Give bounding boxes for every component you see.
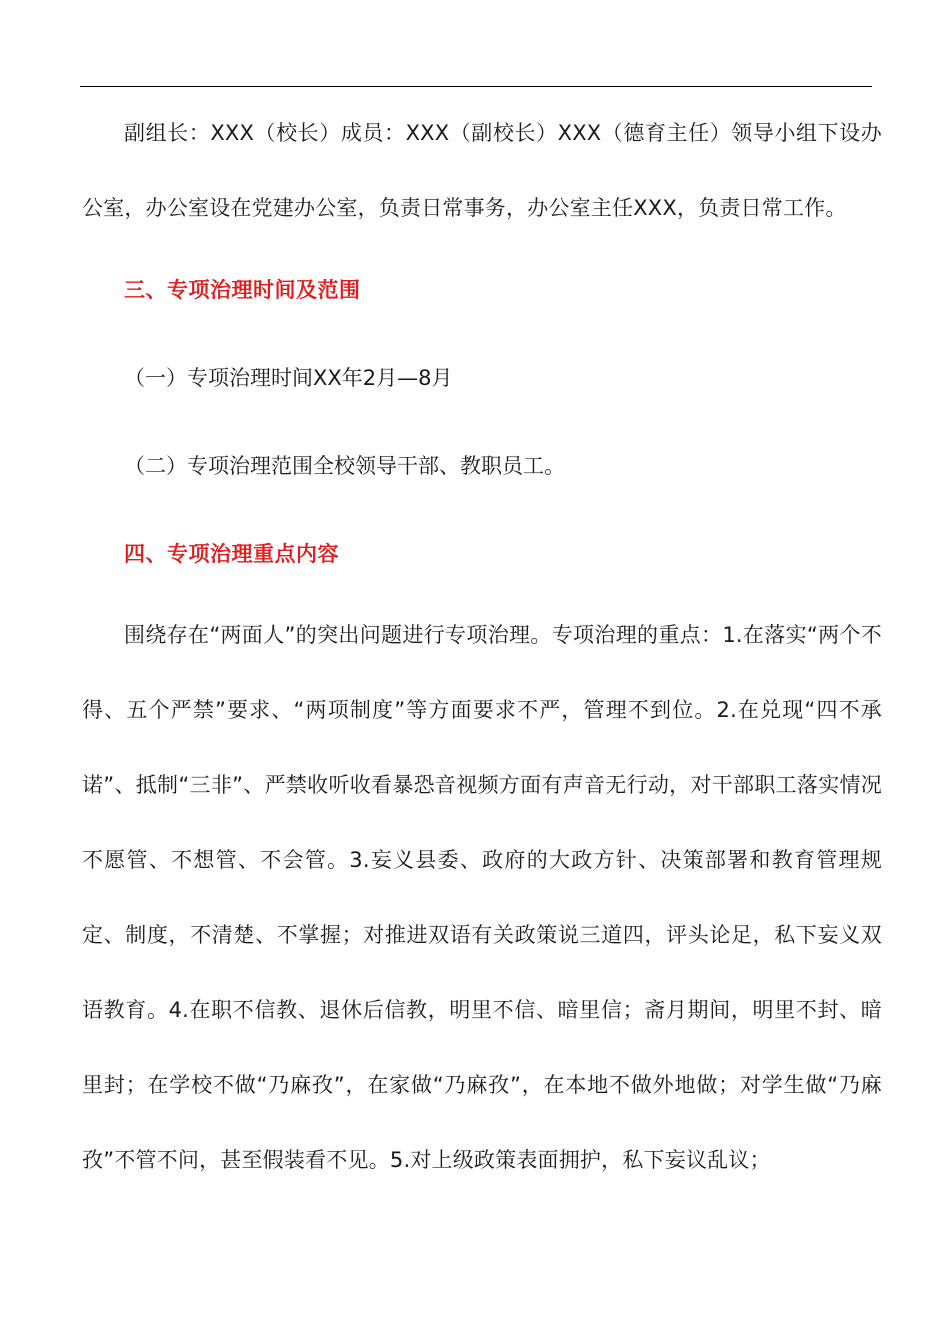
section-heading-4: 四、专项治理重点内容 (124, 542, 339, 566)
key-content-paragraph: 围绕存在“两面人”的突出问题进行专项治理。专项治理的重点：1.在落实“两个不得、五个严禁”要求、“两项制度”等方面要求不严，管理不到位。2.在兑现“四不承诺”、抵制“三非”、严禁收听收看暴恐音视频方面有声音无行动，对干部职工落实情况不愿管、不想管、不会管。3.妄义县委、政府的大政方针、决策部署和教育管理规定、制度，不清楚、不掌握；对推进双语有关政策说三道四，评头论足，私下妄义双语教育。4.在职不信教、退休后信教，明里不信、暗里信；斋月期间，明里不封、暗里封；在学校不做“乃麻孜”，在家做“乃麻孜”，在本地不做外地做；对学生做“乃麻孜”不管不问，甚至假装看不见。5.对上级政策表面拥护，私下妄议乱议； (82, 623, 882, 1172)
leadership-paragraph: 副组长：XXX（校长）成员：XXX（副校长）XXX（德育主任）领导小组下设办公室，办公室设在党建办公室，负责日常事务，办公室主任XXX，负责日常工作。 (82, 121, 882, 220)
section-heading-3: 三、专项治理时间及范围 (124, 278, 361, 302)
header-rule (80, 86, 872, 87)
sub-item-1: （一）专项治理时间XX年2月—8月 (124, 366, 453, 390)
sub-item-2: （二）专项治理范围全校领导干部、教职员工。 (124, 454, 565, 478)
document-body (82, 96, 882, 1198)
